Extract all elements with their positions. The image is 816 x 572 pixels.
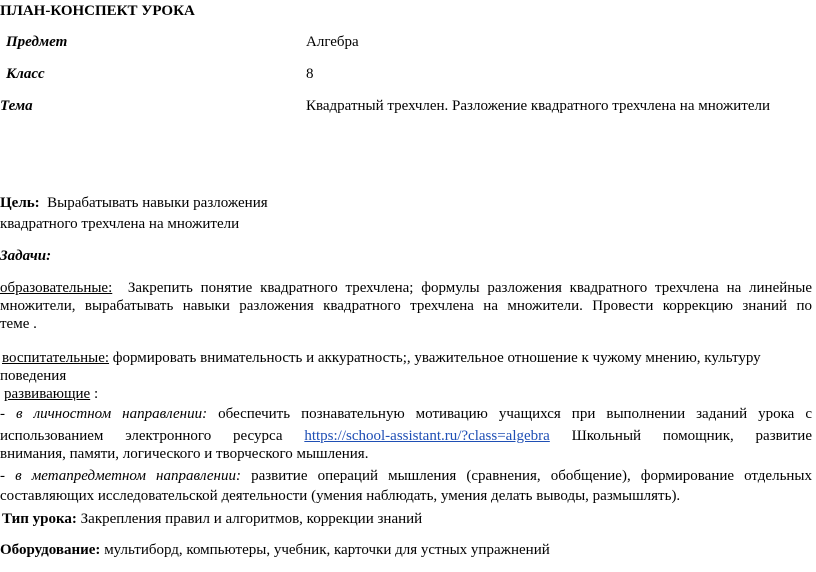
grade-label: Класс xyxy=(6,66,45,82)
lesson-type-label: Тип урока: xyxy=(2,511,77,527)
upbringing-line-1 xyxy=(2,349,761,367)
personal-text-1: обеспечить познавательную мотивацию учащихся при выполнении заданий урока с xyxy=(218,406,813,422)
personal-text-2-pre: использованием электронного ресурса xyxy=(0,428,283,444)
equipment-line xyxy=(0,541,550,559)
tasks-label: Задачи: xyxy=(0,248,52,264)
educational-text-1: Закрепить понятие квадратного трехчлена; формулы разложения квадратного трехчлена на линейные xyxy=(127,280,813,296)
lesson-type-line xyxy=(2,510,422,528)
topic-label: Тема xyxy=(0,98,33,114)
subject-label: Предмет xyxy=(6,34,68,50)
upbringing-text-2: поведения xyxy=(0,368,67,384)
developing-suffix: : xyxy=(90,386,99,402)
document-title: ПЛАН-КОНСПЕКТ УРОКА xyxy=(0,3,195,19)
lesson-type-value: Закрепления правил и алгоритмов, коррекции знаний xyxy=(80,511,423,527)
goal-text-2: квадратного трехчлена на множители xyxy=(0,216,240,232)
equipment-label: Оборудование: xyxy=(0,542,101,558)
goal-label: Цель: xyxy=(0,195,40,211)
goal-line-1 xyxy=(0,194,268,212)
personal-text-2-post: Школьный помощник, развитие xyxy=(571,428,812,444)
equipment-value: мультиборд, компьютеры, учебник, карточки для устных упражнений xyxy=(104,542,550,558)
developing-label: развивающие xyxy=(4,386,91,402)
upbringing-text-1: формировать внимательность и аккуратность;, уважительное отношение к чужому мнению, культуру xyxy=(112,350,761,366)
meta-dash: - xyxy=(0,468,5,484)
subject-value: Алгебра xyxy=(306,34,359,50)
educational-line-1 xyxy=(0,279,812,297)
goal-text-1: Вырабатывать навыки разложения xyxy=(47,195,268,211)
personal-text-3: внимания, памяти, логического и творческого мышления. xyxy=(0,446,369,462)
personal-direction-label: в личностном направлении: xyxy=(16,406,208,422)
topic-value: Квадратный трехчлен. Разложение квадратного трехчлена на множители xyxy=(306,98,770,114)
school-assistant-link[interactable]: https://school-assistant.ru/?class=algebra xyxy=(304,428,550,444)
personal-dash: - xyxy=(0,406,5,422)
developing-personal-line-1 xyxy=(0,405,812,423)
meta-text-1: развитие операций мышления (сравнения, обобщение), формирование отдельных xyxy=(251,468,813,484)
educational-text-2: множители, вырабатывать навыки разложения квадратного трехчлена на множители. Провести коррекцию знаний по xyxy=(0,298,812,314)
meta-text-2: составляющих исследовательской деятельности (умения наблюдать, умения делать выводы, размышлять). xyxy=(0,488,681,504)
educational-label: образовательные: xyxy=(0,280,113,296)
grade-value: 8 xyxy=(306,66,314,82)
developing-meta-line-1 xyxy=(0,467,812,485)
meta-direction-label: в метапредметном направлении: xyxy=(15,468,241,484)
upbringing-label: воспитательные: xyxy=(2,350,110,366)
developing-personal-line-2 xyxy=(0,427,812,445)
educational-text-3: теме . xyxy=(0,316,37,332)
developing-heading xyxy=(4,385,98,403)
